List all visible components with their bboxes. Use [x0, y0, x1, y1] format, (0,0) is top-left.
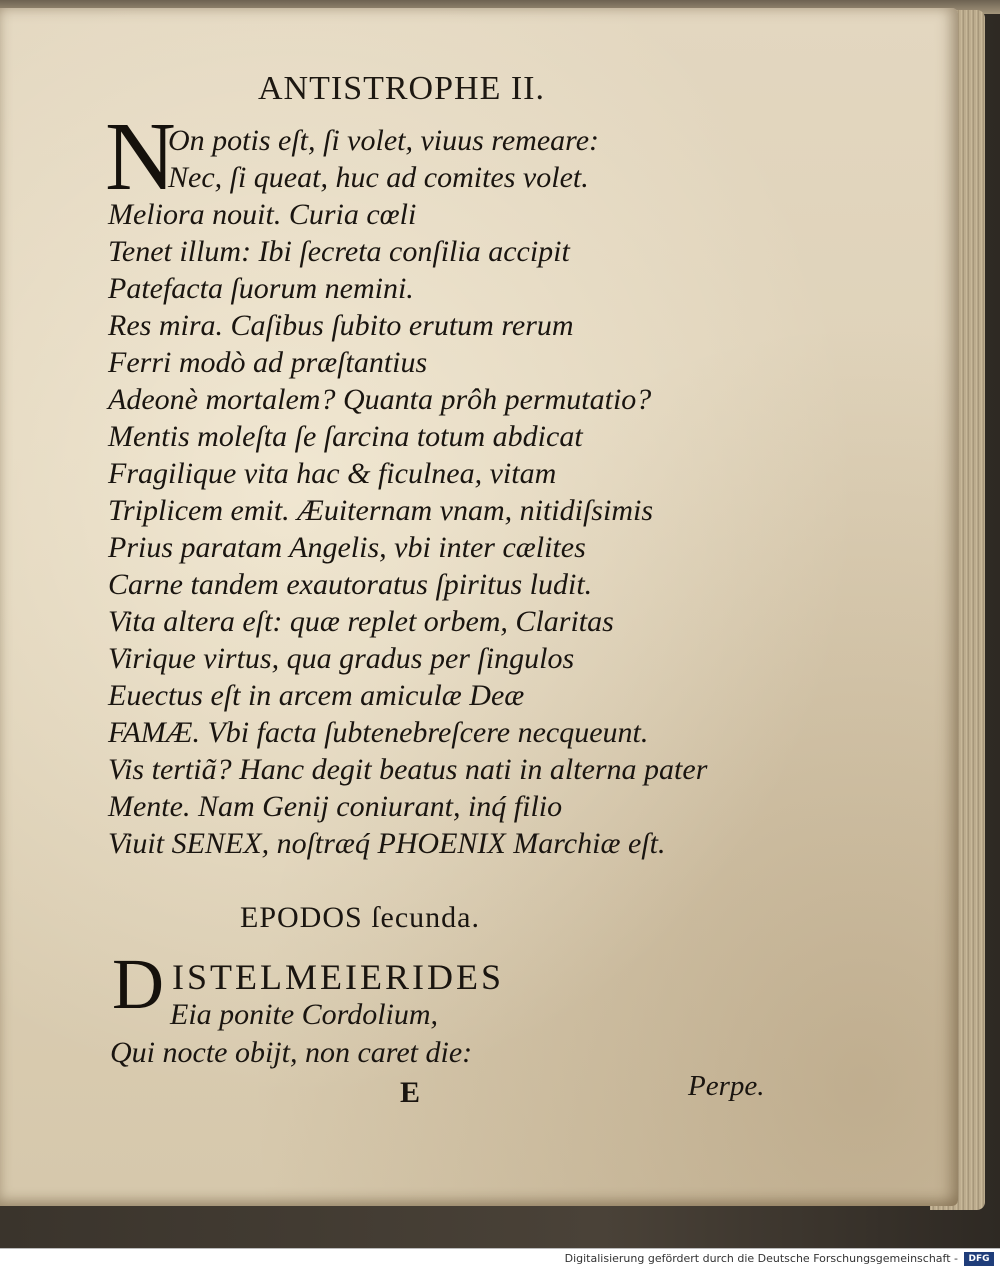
- epodos-first-word: ISTELMEIERIDES: [172, 957, 504, 997]
- catchword: Perpe.: [688, 1070, 765, 1102]
- book-page: [0, 8, 958, 1206]
- verse-line: Qui nocte obijt, non caret die:: [110, 1036, 473, 1069]
- verse-line: Eia ponite Cordolium,: [170, 998, 439, 1031]
- verse-line: Vis tertiã? Hanc degit beatus nati in alterna pater: [108, 753, 708, 786]
- verse-line: Fragilique vita hac & ficulnea, vitam: [108, 457, 557, 490]
- section-heading: ANTISTROPHE II.: [258, 70, 545, 107]
- verse-line: Mentis moleſta ſe ſarcina totum abdicat: [108, 420, 583, 453]
- signature-mark: E: [400, 1076, 421, 1109]
- verse-line: Res mira. Caſibus ſubito erutum rerum: [108, 309, 574, 342]
- digitization-footer: [0, 1248, 1000, 1270]
- verse-line: Prius paratam Angelis, vbi inter cælites: [108, 531, 586, 564]
- drop-capital-d: D: [112, 944, 164, 1024]
- verse-line: Viuit SENEX, noſtræq́ PHOENIX Marchiæ eſt.: [108, 827, 666, 860]
- verse-line: FAMÆ. Vbi facta ſubtenebreſcere necqueunt.: [108, 716, 649, 749]
- verse-line: Tenet illum: Ibi ſecreta conſilia accipit: [108, 235, 570, 268]
- verse-line: Mente. Nam Genij coniurant, inq́ filio: [108, 790, 563, 823]
- verse-line: Vita altera eſt: quæ replet orbem, Claritas: [108, 605, 614, 638]
- verse-line: Nec, ſi queat, huc ad comites volet.: [168, 161, 589, 194]
- dfg-logo: DFG: [964, 1252, 994, 1266]
- verse-line: Carne tandem exautoratus ſpiritus ludit.: [108, 568, 593, 601]
- drop-capital-n: N: [105, 103, 176, 211]
- verse-line: On potis eſt, ſi volet, viuus remeare:: [168, 124, 600, 157]
- verse-line: Euectus eſt in arcem amiculæ Deæ: [108, 679, 525, 712]
- funding-credit: Digitalisierung gefördert durch die Deutsche Forschungsgemeinschaft -: [564, 1252, 958, 1265]
- verse-line: Ferri modò ad præſtantius: [108, 346, 428, 379]
- verse-line: Virique virtus, qua gradus per ſingulos: [108, 642, 575, 675]
- epodos-heading: EPODOS ſecunda.: [240, 901, 480, 934]
- verse-line: Patefacta ſuorum nemini.: [108, 272, 414, 305]
- verse-line: Triplicem emit. Æuiternam vnam, nitidiſsimis: [108, 494, 653, 527]
- verse-line: Meliora nouit. Curia cœli: [108, 198, 417, 231]
- verse-line: Adeonè mortalem? Quanta prôh permutatio?: [108, 383, 652, 416]
- bleed-through-shadow: [690, 478, 920, 808]
